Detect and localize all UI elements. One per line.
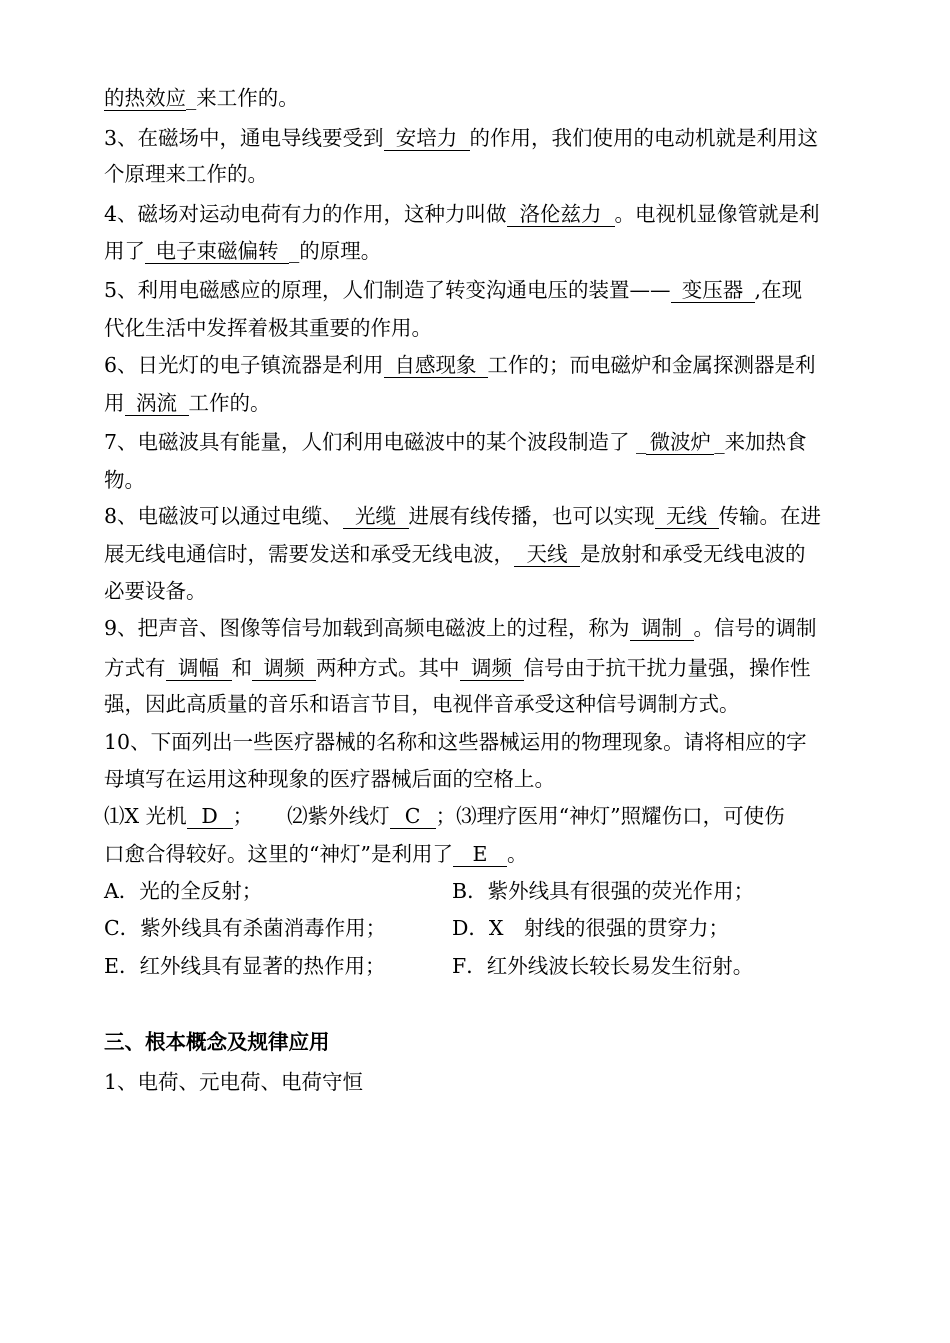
text: 母填写在运用这种现象的医疗器械后面的空格上。 — [104, 767, 555, 791]
option-f: F．红外线波长较长易发生衍射。 — [452, 954, 754, 978]
option-e: E．红外线具有显著的热作用； — [104, 954, 386, 978]
question-4-line-1 — [104, 200, 820, 228]
text: 工作的。 — [188, 391, 271, 415]
text: 6、日光灯的电子镇流器是利用 — [104, 353, 384, 377]
text: 进展有线传播，也可以实现 — [408, 504, 655, 528]
text: 4、磁场对运动电荷有力的作用，这种力叫做 — [104, 202, 507, 226]
text: 。信号的调制 — [693, 616, 817, 640]
text: 代化生活中发挥着极其重要的作用。 — [104, 316, 432, 340]
text: 两种方式。其中 — [316, 656, 460, 680]
question-7-line-2 — [104, 466, 145, 494]
question-9-line-3 — [104, 690, 740, 718]
text: ；⑶理疗医用“神灯”照耀伤口，可使伤 — [435, 804, 785, 828]
section-item-1: 1、电荷、元电荷、电荷守恒 — [104, 1070, 364, 1094]
text: 口愈合得较好。这里的“神灯”是利用了 — [104, 842, 453, 866]
answer-blank: 微波炉 — [646, 430, 714, 455]
answer-blank: 自感现象 — [384, 353, 488, 378]
answer-blank: D — [187, 804, 233, 829]
text: 是放射和承受无线电波的 — [580, 542, 806, 566]
answer-blank: 涡流 — [125, 391, 189, 416]
question-10-line-2 — [104, 765, 555, 793]
answer-blank: 的热效应 — [104, 86, 186, 110]
text: _的原理。 — [289, 239, 382, 263]
question-6-line-2 — [104, 389, 271, 417]
question-3-line-2 — [104, 160, 268, 188]
option-d: D．X 射线的很强的贯穿力； — [452, 916, 730, 940]
option-a: A．光的全反射； — [104, 879, 263, 903]
question-5-line-1 — [104, 276, 802, 304]
text: 个原理来工作的。 — [104, 162, 268, 186]
text: 强，因此高质量的音乐和语言节目，电视伴音承受这种信号调制方式。 — [104, 692, 740, 716]
answer-blank: 变压器 — [671, 278, 755, 303]
question-10-line-4 — [104, 840, 527, 868]
question-4-line-2 — [104, 237, 381, 265]
text: 的作用，我们使用的电动机就是利用这 — [469, 126, 819, 150]
answer-blank: 调制 — [630, 616, 694, 641]
question-2-tail — [104, 84, 299, 112]
question-7-line-1 — [104, 428, 807, 456]
text: _来加热食 — [714, 430, 807, 454]
answer-blank: C — [390, 804, 436, 829]
question-8-line-2 — [104, 540, 806, 568]
answer-blank: 电子束磁偏转 — [145, 239, 289, 264]
text: 。 — [506, 842, 528, 866]
question-9-line-1 — [104, 614, 817, 642]
text: 5、利用电磁感应的原理，人们制造了转变沟通电压的装置—— — [104, 278, 671, 302]
question-8-line-1 — [104, 502, 821, 530]
question-3-line-1 — [104, 124, 818, 152]
option-c: C．紫外线具有杀菌消毒作用； — [104, 916, 387, 940]
question-9-line-2 — [104, 654, 811, 682]
answer-blank: 洛伦兹力 — [507, 202, 615, 227]
text: 和 — [231, 656, 252, 680]
text: 方式有 — [104, 656, 166, 680]
answer-blank: 天线 — [514, 542, 580, 567]
text: ⑵紫外线灯 — [287, 804, 390, 828]
text: 物。 — [104, 468, 145, 492]
question-5-line-2 — [104, 314, 432, 342]
question-10-line-3 — [104, 802, 785, 830]
answer-blank: 调频 — [252, 656, 316, 681]
text: 信号由于抗干扰力量强，操作性 — [523, 656, 811, 680]
question-10-line-1 — [104, 728, 807, 756]
question-6-line-1 — [104, 351, 816, 379]
text: ； — [232, 804, 254, 828]
section-heading: 三、根本概念及规律应用 — [104, 1030, 330, 1054]
text: 用 — [104, 391, 125, 415]
answer-blank: 无线 — [655, 504, 719, 529]
text: 必要设备。 — [104, 579, 207, 603]
answer-blank: 调频 — [460, 656, 524, 681]
text: 8、电磁波可以通过电缆、 — [104, 504, 343, 528]
text: _来工作的。 — [186, 86, 299, 110]
option-b: B．紫外线具有很强的荧光作用； — [452, 879, 755, 903]
text: 3、在磁场中，通电导线要受到 — [104, 126, 384, 150]
question-8-line-3 — [104, 577, 207, 605]
answer-blank: 安培力 — [384, 126, 470, 151]
text: 。电视机显像管就是利 — [614, 202, 820, 226]
text: 9、把声音、图像等信号加载到高频电磁波上的过程，称为 — [104, 616, 630, 640]
text: 用了 — [104, 239, 145, 263]
text: ,在现 — [754, 278, 803, 302]
text: ⑴X 光机 — [104, 804, 187, 828]
text: 10、下面列出一些医疗器械的名称和这些器械运用的物理现象。请将相应的字 — [104, 730, 807, 754]
text: 展无线电通信时，需要发送和承受无线电波， — [104, 542, 514, 566]
text: 7、电磁波具有能量，人们利用电磁波中的某个波段制造了 _ — [104, 430, 647, 454]
text: 工作的；而电磁炉和金属探测器是利 — [487, 353, 816, 377]
text: 传输。在进 — [718, 504, 822, 528]
answer-blank: 光缆 — [343, 504, 409, 529]
answer-blank: 调幅 — [166, 656, 232, 681]
answer-blank: E — [453, 842, 507, 867]
